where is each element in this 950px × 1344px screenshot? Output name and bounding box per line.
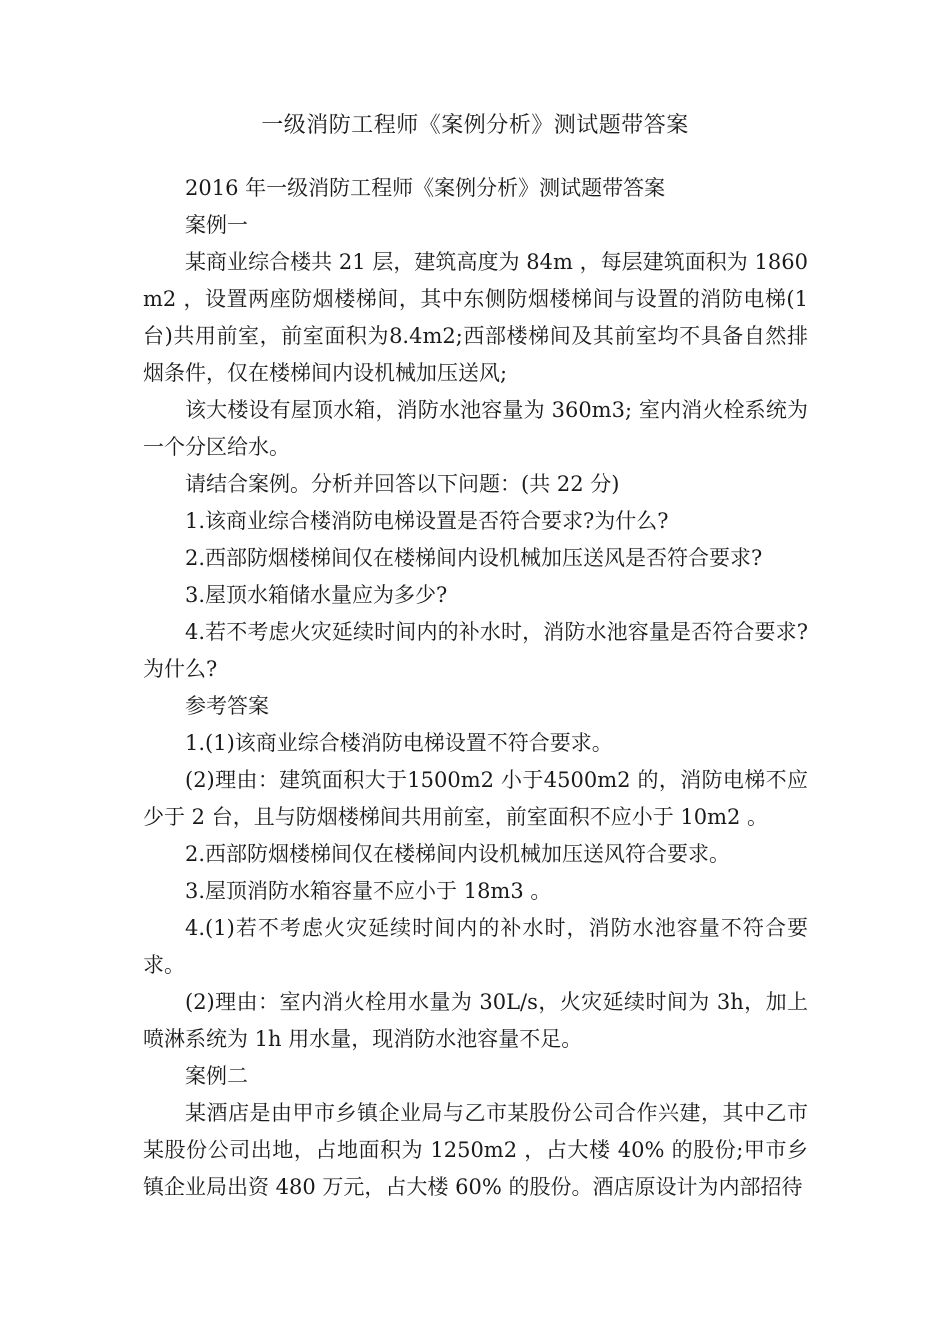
case-one-description: 某商业综合楼共 21 层，建筑高度为 84m ，每层建筑面积为 1860m2 ，设置两座防烟楼梯间，其中东侧防烟楼梯间与设置的消防电梯(1台)共用前室，前室面积为8.4m2;西部楼梯间及其前室均不具备自然排烟条件，仅在楼梯间内设机械加压送风; [143, 250, 808, 385]
case-one-heading: 案例一 [185, 213, 248, 237]
document-body [143, 170, 808, 1206]
answer-3: 3.屋顶消防水箱容量不应小于 18m3 。 [185, 879, 552, 903]
answer-1-part-1: 1.(1)该商业综合楼消防电梯设置不符合要求。 [185, 731, 613, 755]
question-1: 1.该商业综合楼消防电梯设置是否符合要求?为什么? [185, 509, 669, 533]
case-one-instructions: 请结合案例。分析并回答以下问题：(共 22 分) [185, 472, 620, 496]
answer-2: 2.西部防烟楼梯间仅在楼梯间内设机械加压送风符合要求。 [185, 842, 731, 866]
answers-heading: 参考答案 [185, 694, 269, 718]
document-title: 一级消防工程师《案例分析》测试题带答案 [261, 113, 689, 138]
case-one-water-tank: 该大楼设有屋顶水箱，消防水池容量为 360m3; 室内消火栓系统为一个分区给水。 [143, 398, 808, 459]
question-3: 3.屋顶水箱储水量应为多少? [185, 583, 448, 607]
paragraph-year-title: 2016 年一级消防工程师《案例分析》测试题带答案 [185, 176, 666, 200]
answer-1-part-2: (2)理由：建筑面积大于1500m2 小于4500m2 的，消防电梯不应少于 2 台，且与防烟楼梯间共用前室，前室面积不应小于 10m2 。 [143, 768, 808, 829]
answer-4-part-2: (2)理由：室内消火栓用水量为 30L/s，火灾延续时间为 3h，加上喷淋系统为 1h 用水量，现消防水池容量不足。 [143, 990, 808, 1051]
answer-4-part-1: 4.(1)若不考虑火灾延续时间内的补水时，消防水池容量不符合要求。 [143, 916, 808, 977]
case-two-heading: 案例二 [185, 1064, 248, 1088]
question-2: 2.西部防烟楼梯间仅在楼梯间内设机械加压送风是否符合要求? [185, 546, 763, 570]
case-two-description: 某酒店是由甲市乡镇企业局与乙市某股份公司合作兴建，其中乙市某股份公司出地，占地面积为 1250m2 ，占大楼 40% 的股份;甲市乡镇企业局出资 480 万元，占大楼 60% 的股份。酒店原设计为内部招待 [143, 1101, 808, 1199]
question-4: 4.若不考虑火灾延续时间内的补水时，消防水池容量是否符合要求?为什么? [143, 620, 808, 681]
